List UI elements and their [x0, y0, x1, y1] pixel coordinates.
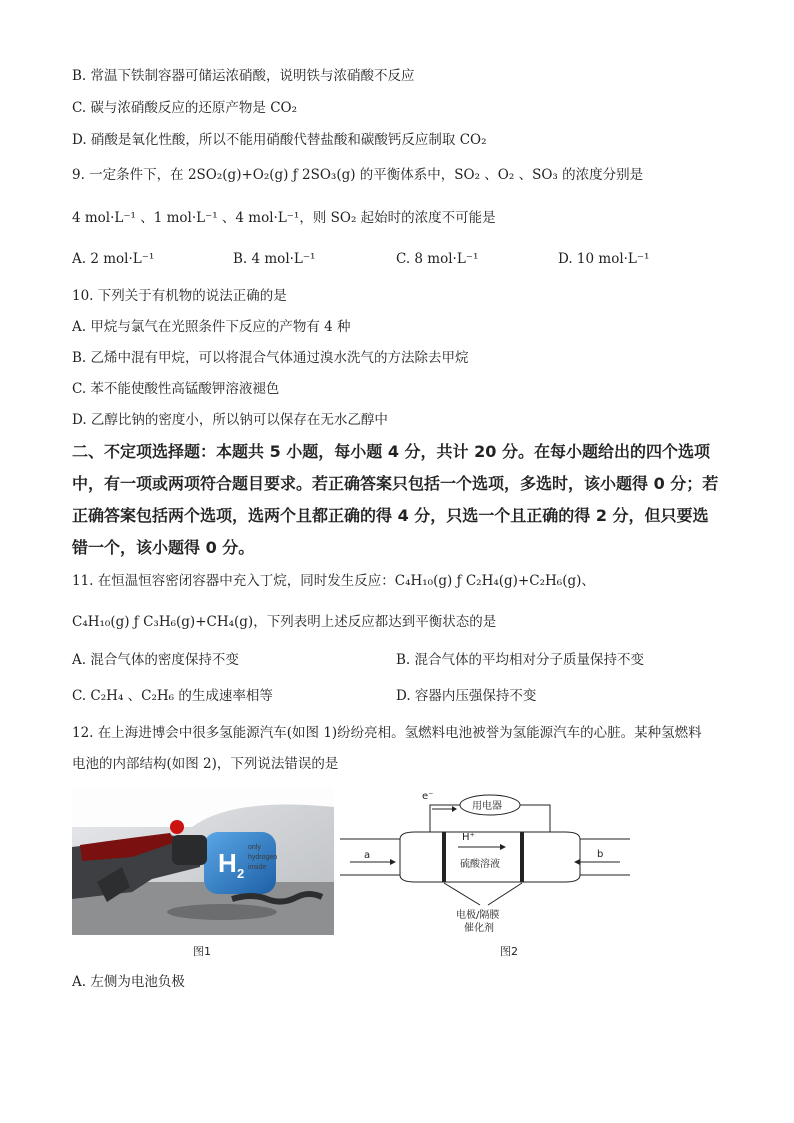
- electron-label: e⁻: [422, 791, 434, 802]
- q8-option-b: B. 常温下铁制容器可储运浓硝酸，说明铁与浓硝酸不反应: [72, 68, 415, 84]
- q12-option-a: A. 左侧为电池负极: [72, 974, 185, 990]
- q11-stem-line2: C₄H₁₀(g) ƒ C₃H₆(g)+CH₄(g)，下列表明上述反应都达到平衡状态的是: [72, 614, 497, 630]
- catalyst-label: 催化剂: [464, 923, 494, 934]
- figure-1-caption: 图1: [193, 945, 211, 958]
- q11-option-d: D. 容器内压强保持不变: [396, 688, 537, 704]
- q9-option-c: C. 8 mol·L⁻¹: [396, 251, 479, 267]
- svg-text:only: only: [248, 844, 261, 851]
- q9-stem-line1: 9. 一定条件下，在 2SO₂(g)+O₂(g) ƒ 2SO₃(g) 的平衡体系中，SO₂ 、O₂ 、SO₃ 的浓度分别是: [72, 167, 644, 183]
- q9-stem-line2: 4 mol·L⁻¹ 、1 mol·L⁻¹ 、4 mol·L⁻¹，则 SO₂ 起始时的浓度不可能是: [72, 210, 496, 226]
- svg-text:H: H: [218, 848, 237, 878]
- figure-2-diagram: [340, 787, 630, 937]
- svg-text:inside: inside: [248, 864, 267, 871]
- electrode-membrane-label: 电极/隔膜: [456, 910, 500, 921]
- q11-option-b: B. 混合气体的平均相对分子质量保持不变: [396, 652, 645, 668]
- svg-text:hydrogen: hydrogen: [248, 854, 278, 861]
- electrolyte-label: 硫酸溶液: [460, 859, 500, 870]
- section-2-instructions: 二、不定项选择题：本题共 5 小题，每小题 4 分，共计 20 分。在每小题给出的四个选项中，有一项或两项符合题目要求。若正确答案只包括一个选项，多选时，该小题得 0 分；若正确答案包括两个选项，选两个且都正确的得 4 分，只选一个且正确的得 2 分，但只要选错一个，该小题得 0 分。: [72, 442, 719, 557]
- q8-option-d: D. 硝酸是氧化性酸，所以不能用硝酸代替盐酸和碳酸钙反应制取 CO₂: [72, 132, 487, 148]
- q9-option-b: B. 4 mol·L⁻¹: [233, 251, 316, 267]
- q9-option-d: D. 10 mol·L⁻¹: [558, 251, 650, 267]
- q10-stem: 10. 下列关于有机物的说法正确的是: [72, 288, 287, 304]
- q11-option-a: A. 混合气体的密度保持不变: [72, 652, 239, 668]
- q11-stem-line1: 11. 在恒温恒容密闭容器中充入丁烷，同时发生反应：C₄H₁₀(g) ƒ C₂H₄(g)+C₂H₆(g)、: [72, 573, 595, 589]
- figure-2-caption: 图2: [500, 945, 518, 958]
- q12-stem-line1: 12. 在上海进博会中很多氢能源汽车(如图 1)纷纷亮相。氢燃料电池被誉为氢能源汽车的心脏。某种氢燃料: [72, 725, 702, 741]
- q10-option-d: D. 乙醇比钠的密度小，所以钠可以保存在无水乙醇中: [72, 412, 388, 428]
- q9-option-a: A. 2 mol·L⁻¹: [72, 251, 155, 267]
- q10-option-a: A. 甲烷与氯气在光照条件下反应的产物有 4 种: [72, 319, 351, 335]
- inlet-b-label: b: [597, 849, 604, 860]
- inlet-a-label: a: [364, 850, 371, 861]
- q10-option-c: C. 苯不能使酸性高锰酸钾溶液褪色: [72, 381, 280, 397]
- figure-1-photo: [72, 787, 334, 935]
- q11-option-c: C. C₂H₄ 、C₂H₆ 的生成速率相等: [72, 688, 273, 704]
- device-label: 用电器: [472, 801, 502, 812]
- q8-option-c: C. 碳与浓硝酸反应的还原产物是 CO₂: [72, 100, 298, 116]
- proton-label: H⁺: [462, 832, 475, 843]
- svg-text:2: 2: [237, 866, 245, 881]
- q12-stem-line2: 电池的内部结构(如图 2)，下列说法错误的是: [72, 756, 339, 772]
- q10-option-b: B. 乙烯中混有甲烷，可以将混合气体通过溴水洗气的方法除去甲烷: [72, 350, 469, 366]
